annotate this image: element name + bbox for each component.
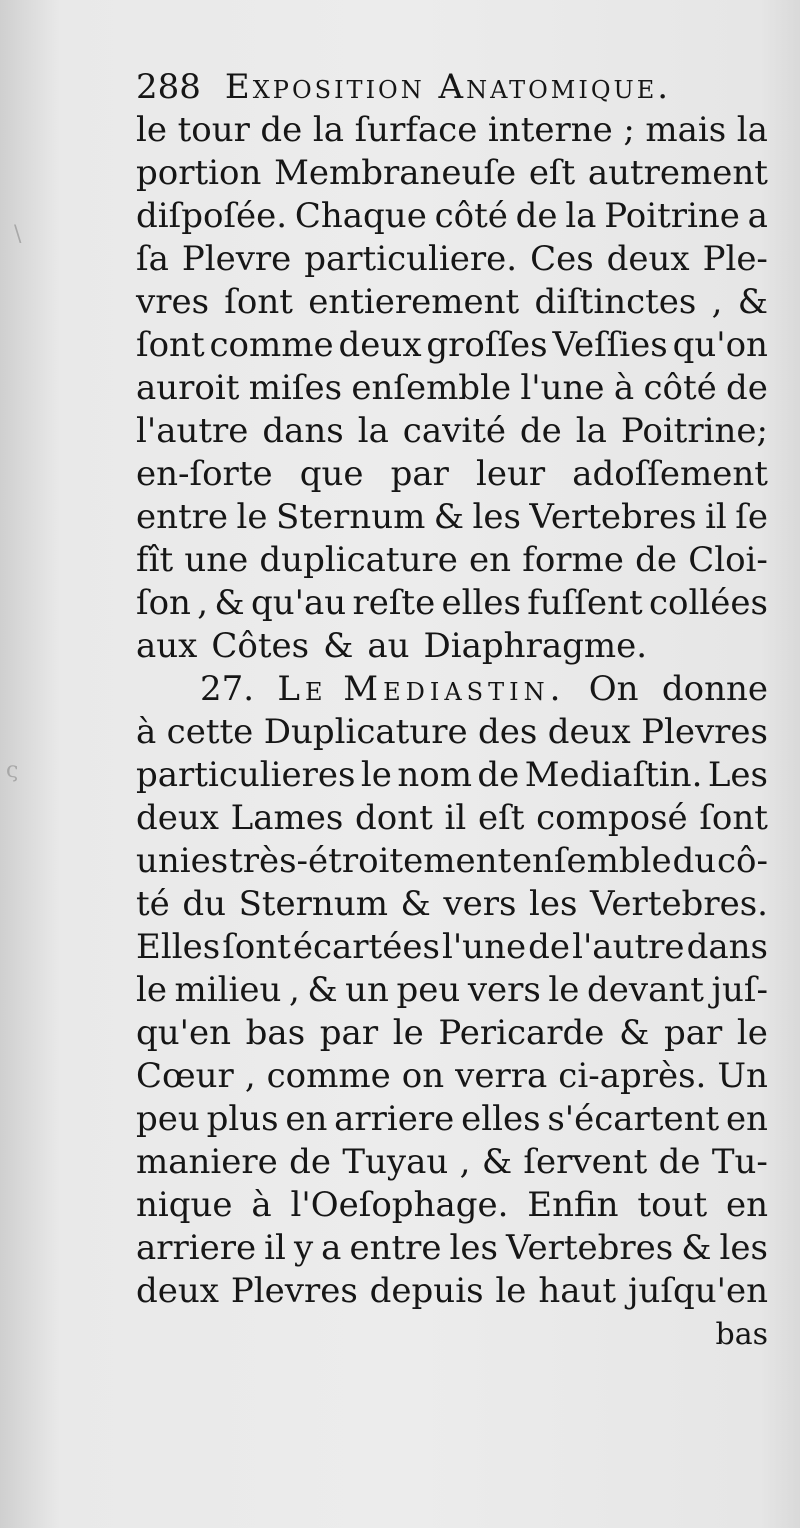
word: entre	[136, 497, 229, 537]
word: deux	[136, 1271, 219, 1311]
word: composé	[536, 798, 688, 838]
word: elles	[441, 583, 521, 623]
word: vers	[467, 970, 541, 1010]
word: Plevre	[181, 239, 292, 279]
word: Diaphragme.	[423, 626, 648, 666]
word: il	[444, 798, 467, 838]
word: particuliere.	[304, 239, 518, 279]
text-line	[136, 1141, 768, 1184]
word: arriere	[334, 1099, 455, 1139]
word: le	[392, 1013, 424, 1053]
margin-mark: \	[14, 222, 22, 247]
text-line	[136, 238, 768, 281]
word: le	[136, 970, 167, 1010]
word: Cloi-	[688, 540, 768, 580]
text-block	[136, 66, 768, 1356]
word: ſont	[136, 325, 205, 365]
catchword: bas	[715, 1317, 768, 1352]
text-line	[136, 195, 768, 238]
word: eſt	[528, 153, 576, 193]
word: cavité	[402, 411, 506, 451]
word: l'autre	[572, 927, 685, 967]
word: des	[478, 712, 538, 752]
word: en	[725, 1185, 768, 1225]
text-line	[136, 1270, 768, 1313]
word: tour	[177, 110, 250, 150]
word: unies	[136, 841, 229, 881]
word: entierement	[308, 282, 520, 322]
word: entre	[349, 1228, 442, 1268]
word: Enfin	[527, 1185, 619, 1225]
word: en	[469, 540, 512, 580]
word: reſte	[352, 583, 436, 623]
word: ,	[711, 282, 723, 322]
text-line	[136, 1012, 768, 1055]
catchword-row	[136, 1313, 768, 1356]
word: ſervent	[523, 1142, 648, 1182]
text-line	[136, 625, 768, 668]
word: fît	[136, 540, 174, 580]
word: &	[681, 1228, 712, 1268]
text-line	[136, 883, 768, 926]
word: Vertebres	[529, 497, 697, 537]
word: du	[672, 841, 717, 881]
word: par	[319, 1013, 379, 1053]
word: deux	[606, 239, 690, 279]
word: interne	[487, 110, 613, 150]
text-line	[136, 410, 768, 453]
word: nique	[136, 1185, 233, 1225]
word: fuſſent	[527, 583, 643, 623]
word: diſtinctes	[534, 282, 697, 322]
word: diſpoſée.	[136, 196, 288, 236]
word: miſes	[248, 368, 343, 408]
word: leur	[475, 454, 546, 494]
word: de	[477, 755, 520, 795]
section-number: 27.	[200, 669, 255, 709]
word: haut	[538, 1271, 617, 1311]
word: Mediaſtin.	[524, 755, 703, 795]
word: il	[705, 497, 727, 537]
word: très-étroitement	[229, 841, 512, 881]
word: les	[719, 1228, 768, 1268]
word: auroit	[136, 368, 240, 408]
word: Chaque	[294, 196, 427, 236]
text-line	[136, 496, 768, 539]
word: les	[472, 497, 521, 537]
word: ſon	[136, 583, 191, 623]
word: de	[528, 927, 571, 967]
word: en	[285, 1099, 328, 1139]
word: juſ-	[711, 970, 768, 1010]
word: maniere	[136, 1142, 278, 1182]
word: au	[367, 626, 410, 666]
word: duplicature	[259, 540, 458, 580]
word: Sternum	[238, 884, 388, 924]
word: Tuyau	[342, 1142, 449, 1182]
word: forme	[522, 540, 624, 580]
word: ſe	[735, 497, 768, 537]
margin-mark: ς	[6, 758, 19, 783]
text-line	[136, 711, 768, 754]
text-line	[136, 152, 768, 195]
word: les	[449, 1228, 498, 1268]
word: qu'on	[672, 325, 768, 365]
word: collées	[648, 583, 768, 623]
word: dont	[355, 798, 433, 838]
word: de	[658, 1142, 701, 1182]
word: &	[619, 1013, 650, 1053]
word: la	[565, 196, 597, 236]
word: Cœur	[136, 1056, 234, 1096]
word: l'une	[520, 368, 605, 408]
word: cô-	[716, 841, 768, 881]
word: nom	[397, 755, 472, 795]
word: portion	[136, 153, 262, 193]
word: côté	[643, 368, 717, 408]
text-line	[136, 1098, 768, 1141]
text-line	[136, 969, 768, 1012]
running-title: Exposition Anatomique.	[224, 67, 672, 107]
word: comme	[266, 1056, 391, 1096]
word: milieu	[174, 970, 282, 1010]
text-line	[136, 453, 768, 496]
word: Poitrine	[604, 196, 740, 236]
text-line	[136, 1227, 768, 1270]
word: la	[575, 411, 607, 451]
word: ſont	[222, 927, 291, 967]
text-line	[136, 797, 768, 840]
text-line	[136, 754, 768, 797]
text-line	[136, 1184, 768, 1227]
word: té	[136, 884, 170, 924]
word: Plevres	[641, 712, 768, 752]
word: plus	[206, 1099, 279, 1139]
word: la	[736, 110, 768, 150]
word: Sternum	[275, 497, 426, 537]
word: les	[528, 884, 578, 924]
word: Lames	[230, 798, 344, 838]
word: enſemble	[351, 368, 512, 408]
word: eſt	[478, 798, 525, 838]
word: que	[299, 454, 364, 494]
section-27	[136, 668, 768, 1313]
word: ſurface	[354, 110, 478, 150]
word: ſont	[224, 282, 293, 322]
word: qu'au	[250, 583, 347, 623]
word: &	[737, 282, 768, 322]
word: Ces	[530, 239, 594, 279]
word: donne	[661, 669, 768, 709]
text-line	[136, 281, 768, 324]
word: verra	[455, 1056, 548, 1096]
text-line	[136, 840, 768, 883]
word: en-ſorte	[136, 454, 273, 494]
text-line	[136, 1055, 768, 1098]
word: y	[293, 1228, 314, 1268]
word: deux	[547, 712, 631, 752]
page-header	[136, 66, 768, 109]
text-line	[136, 582, 768, 625]
word: à	[613, 368, 635, 408]
text-line	[136, 539, 768, 582]
word: il	[264, 1228, 286, 1268]
word: à	[251, 1185, 272, 1225]
word: en	[725, 1099, 768, 1139]
word: par	[663, 1013, 723, 1053]
word: Pericarde	[438, 1013, 605, 1053]
word: &	[400, 884, 431, 924]
word: Ple-	[702, 239, 768, 279]
word: juſqu'en	[627, 1271, 768, 1311]
word: a	[321, 1228, 342, 1268]
word: enſemble	[511, 841, 672, 881]
word: autrement	[587, 153, 768, 193]
word: aux	[136, 626, 198, 666]
word: de	[515, 196, 558, 236]
word: peu	[396, 970, 461, 1010]
word: côté	[434, 196, 508, 236]
word: la	[357, 411, 389, 451]
word: la	[312, 110, 345, 150]
word: s'écartent	[547, 1099, 720, 1139]
word: mais	[645, 110, 727, 150]
word: Membraneuſe	[274, 153, 517, 193]
word: deux	[136, 798, 219, 838]
section-heading: Le Mediastin.	[277, 669, 566, 709]
section-first-line	[136, 668, 768, 711]
paragraph-continued	[136, 109, 768, 668]
word: Plevres	[230, 1271, 358, 1311]
word: par	[390, 454, 449, 494]
word: bas	[245, 1013, 306, 1053]
word: ſont	[699, 798, 768, 838]
word: Duplicature	[263, 712, 468, 752]
word: Les	[707, 755, 768, 795]
word: dans	[686, 927, 768, 967]
text-line	[136, 324, 768, 367]
word: ,	[244, 1056, 256, 1096]
page-number: 288	[136, 67, 201, 107]
word: ci-après.	[558, 1056, 707, 1096]
word: &	[214, 583, 245, 623]
word: Tu-	[711, 1142, 768, 1182]
word: elles	[461, 1099, 541, 1139]
word: dans	[262, 411, 344, 451]
word: de	[289, 1142, 332, 1182]
word: cette	[166, 712, 254, 752]
word: Côtes	[211, 626, 310, 666]
word: a	[747, 196, 768, 236]
word: particulieres	[136, 755, 356, 795]
word: Poitrine;	[620, 411, 768, 451]
word: peu	[136, 1099, 200, 1139]
word: ,	[197, 583, 209, 623]
word: ſa	[136, 239, 169, 279]
word: ,	[288, 970, 300, 1010]
word: Veſſies	[552, 325, 668, 365]
word: du	[182, 884, 227, 924]
word: groſſes	[426, 325, 548, 365]
word: une	[184, 540, 249, 580]
word: le	[736, 1013, 768, 1053]
word: l'une	[441, 927, 527, 967]
word: tout	[637, 1185, 708, 1225]
word: le	[136, 110, 167, 150]
text-line	[136, 926, 768, 969]
word: Un	[717, 1056, 768, 1096]
text-line	[136, 367, 768, 410]
word: de	[726, 368, 768, 408]
word: un	[345, 970, 389, 1010]
word: de	[519, 411, 562, 451]
word: de	[260, 110, 303, 150]
text-line	[136, 109, 768, 152]
word: Elles	[136, 927, 221, 967]
word: l'autre	[136, 411, 249, 451]
word: On	[588, 669, 639, 709]
word: à	[136, 712, 157, 752]
word: écartées	[292, 927, 440, 967]
word: le	[548, 970, 580, 1010]
word: &	[307, 970, 338, 1010]
word: Vertebres	[506, 1228, 674, 1268]
word: de	[635, 540, 677, 580]
word: &	[323, 626, 354, 666]
word: ,	[459, 1142, 471, 1182]
word: on	[401, 1056, 445, 1096]
word: qu'en	[136, 1013, 232, 1053]
word: devant	[586, 970, 704, 1010]
word: adoſſement	[572, 454, 768, 494]
word: vers	[443, 884, 517, 924]
word: le	[495, 1271, 527, 1311]
word: comme	[209, 325, 334, 365]
word: vres	[136, 282, 210, 322]
word: le	[360, 755, 392, 795]
word: &	[433, 497, 465, 537]
word: arriere	[136, 1228, 257, 1268]
word: ;	[623, 110, 635, 150]
word: &	[481, 1142, 513, 1182]
word: deux	[338, 325, 422, 365]
word: depuis	[369, 1271, 484, 1311]
word: le	[236, 497, 268, 537]
word: Vertebres.	[589, 884, 768, 924]
word: l'Oeſophage.	[290, 1185, 509, 1225]
